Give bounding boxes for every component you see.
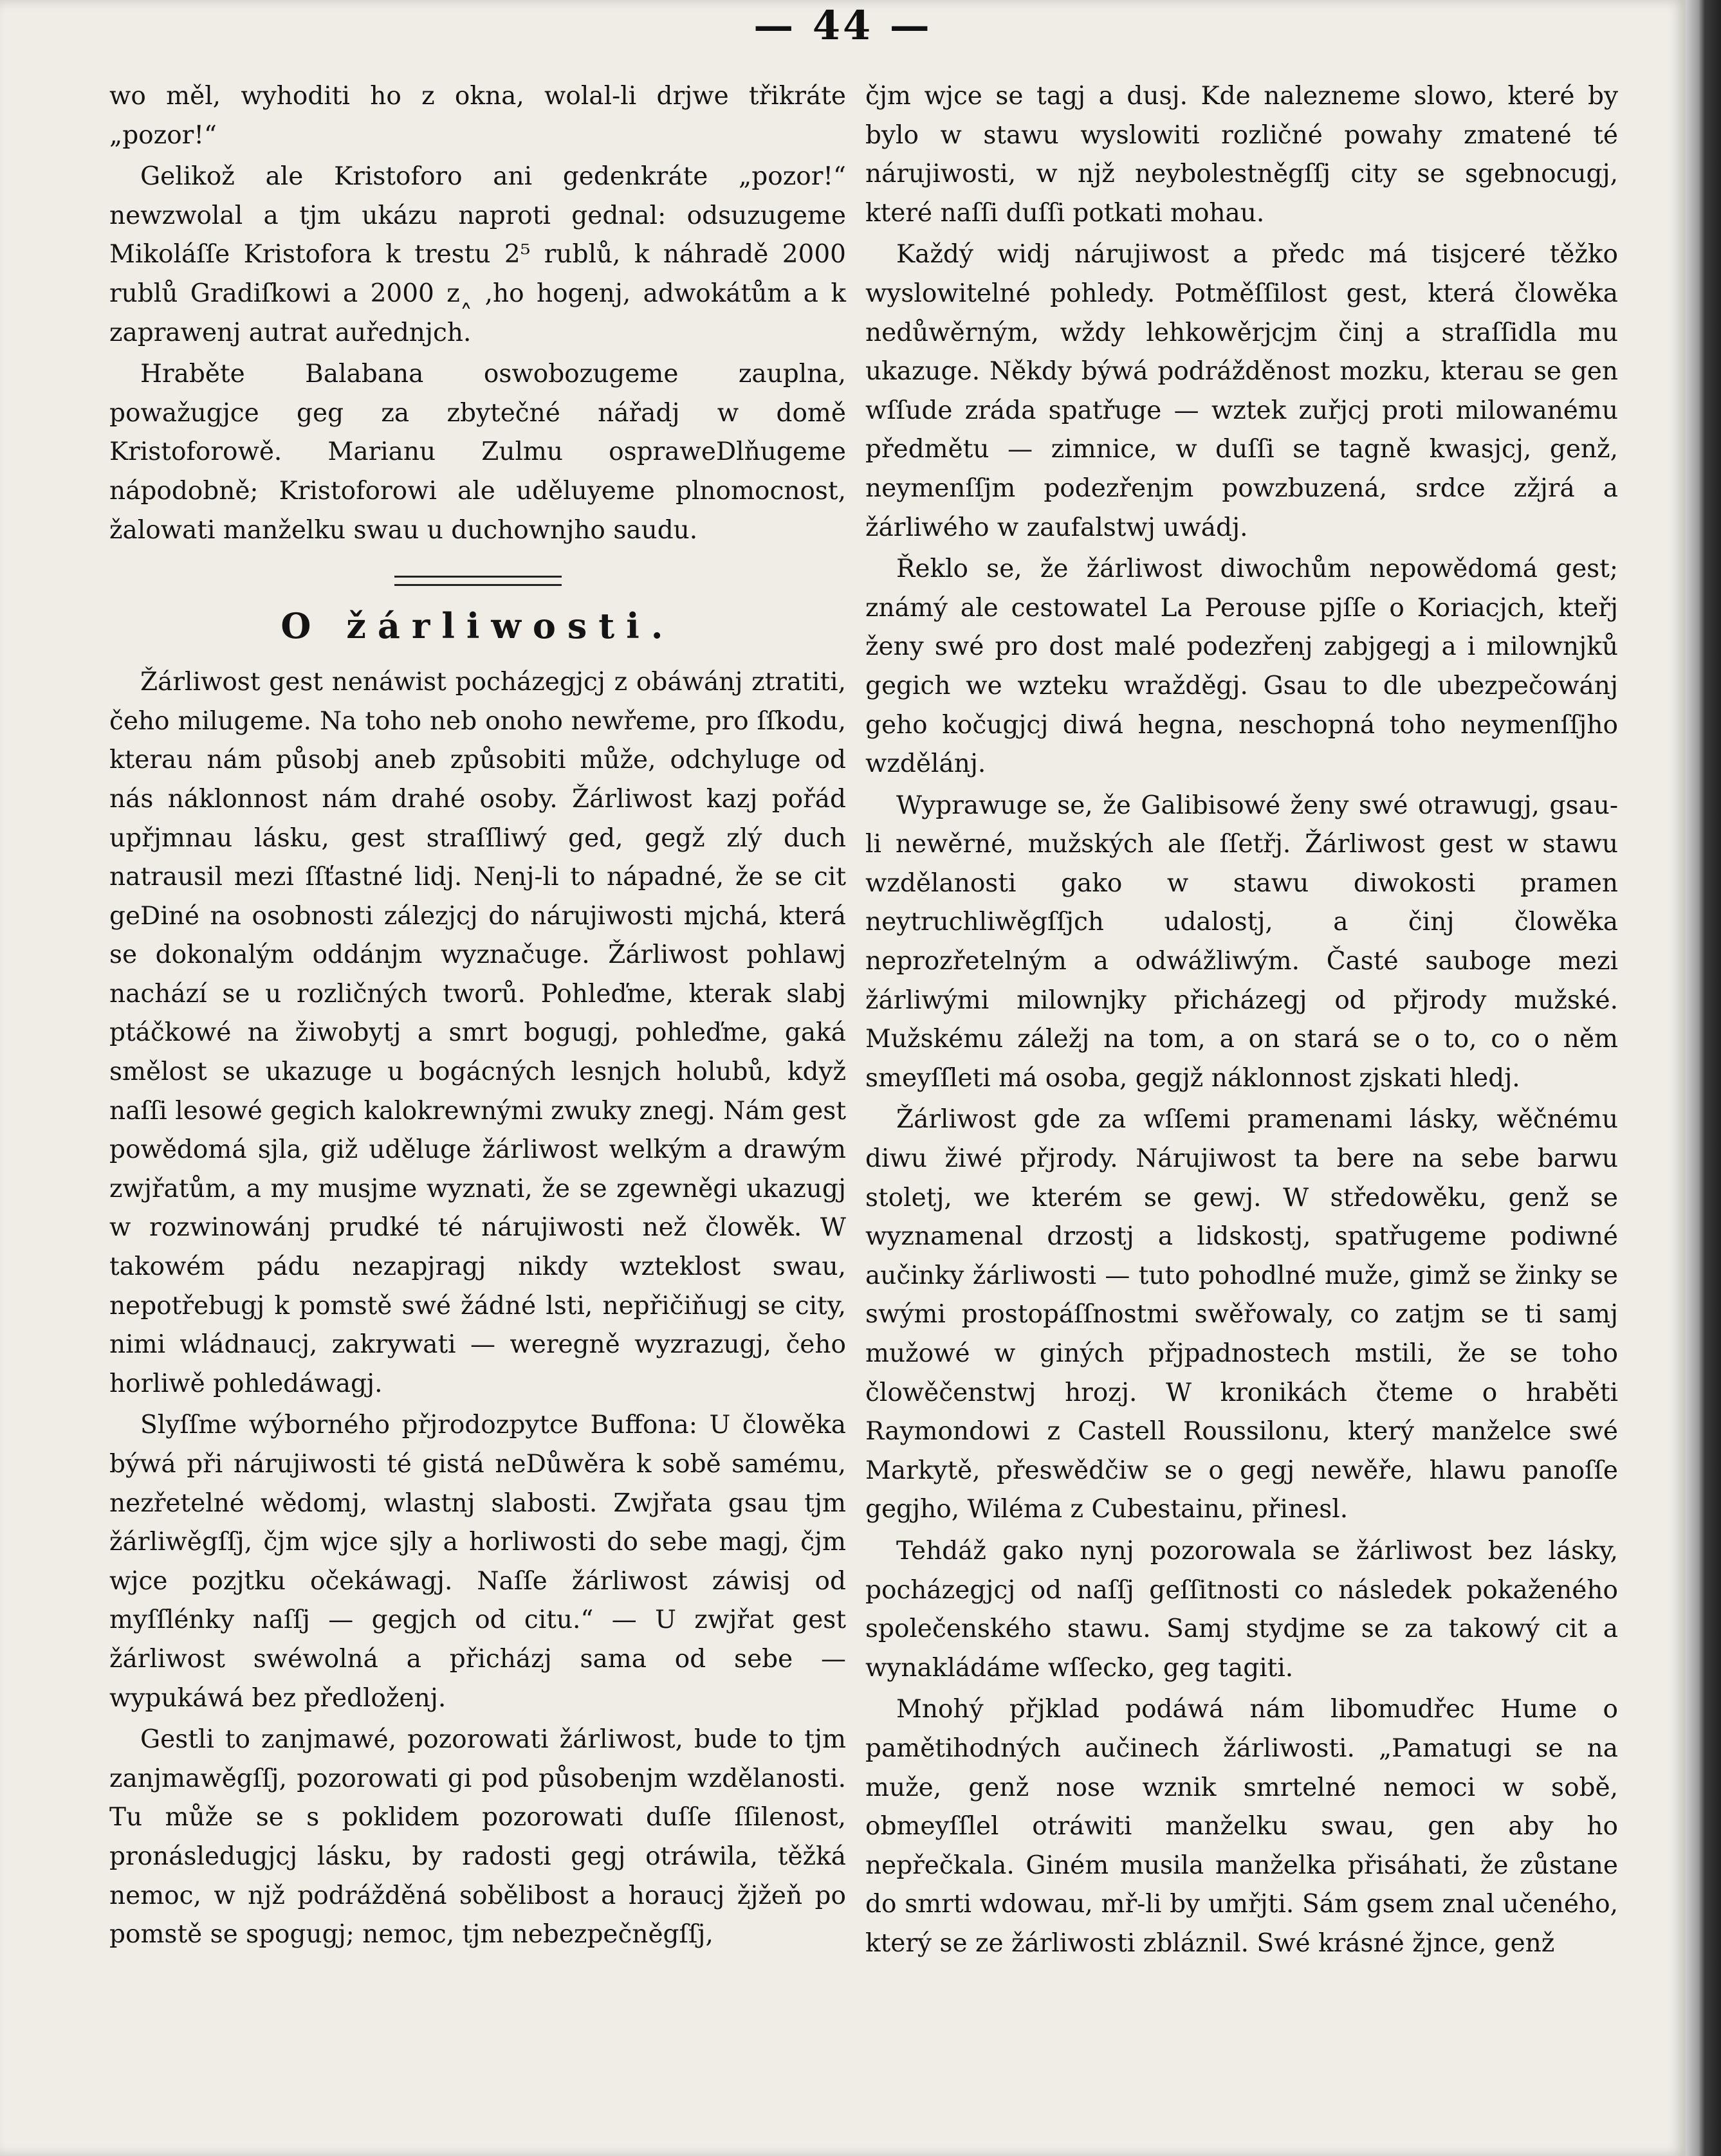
paragraph: Tehdáž gako nynj pozorowala se žárliwost bez lásky, pocházegjcj od naſſj geſſitnosti co následek pokaženého společenského stawu. Samj stydjme se za takowý cit a wynakládáme wſſecko, geg tagiti. [865,1536,1618,1683]
paragraph: čjm wjce se tagj a dusj. Kde nalezneme slowo, které by bylo w stawu wyslowiti rozličné powahy zmatené té nárujiwosti, w njž neybolestněgſſj city se sgebnocugj, které naſſi duſſi potkati mohau. [865,82,1618,228]
section-separator [394,576,562,586]
paragraph: Mnohý přjklad podáwá nám libomudřec Hume o pamětihodných aučinech žárliwosti. „Pamatugi se na muže, genž nose wznik smrtelné nemoci w sobě, obmeyſſlel otráwiti manželku swau, gen aby ho nepřečkala. Giném musila manželka přisáhati, že zůstane do smrti wdowau, mř-li by umřjti. Sám gsem znal učeného, který se ze žárliwosti zbláznil. Swé krásné žjnce, genž [865,1695,1618,1958]
paragraph: Wyprawuge se, že Galibisowé ženy swé otrawugj, gsau-li newěrné, mužských ale ſſetřj. Žárliwost gest w stawu wzdělanosti gako w stawu diwokosti pramen neytruchliwěgſſjch udalostj, a činj člowěka neprozřetelným a odwážliwým. Časté sauboge mezi žárliwými milownjky přicházegj od přjrody mužské. Mužskému záležj na tom, a on stará se o to, co o něm smeyſſleti má osoba, gegjž náklonnost zjskati hledj. [865,790,1618,1093]
paragraph: Žárliwost gest nenáwist pocházegjcj z obáwánj ztratiti, čeho milugeme. Na toho neb onoho newřeme, pro ſſkodu, kterau nám působj aneb způsobiti může, odchyluge od nás náklonnost nám drahé osoby. Žárliwost kazj pořád upřjmnau lásku, gest straſſliwý ged, gegž zlý duch natrausil mezi ſſťastné lidj. Nenj-li to nápadné, že se cit geDiné na osobnosti zálezjcj do nárujiwosti mjchá, která se dokonalým oddánjm wyznačuge. Žárliwost pohlawj nachází se u rozličných tworů. Pohleďme, kterak slabj ptáčkowé na žiwobytj a smrt bogugj, pohleďme, gaká smělost se ukazuge u bogácných lesnjch holubů, když naſſi lesowé gegich kalokrewnými zwuky znegj. Nám gest powědomá sjla, giž uděluge žárliwost welkým a drawým zwjřatům, a my musjme wyznati, že se zgewněgi ukazugj w rozwinowánj prudké té nárujiwosti než člowěk. W takowém pádu nezapjragj nikdy wzteklost swau, nepotřebugj k pomstě swé žádné lsti, nepřičiňugj se city, nimi wládnaucj, zakrywati — weregně wyzrazugj, čeho horliwě pohledáwagj. [109,668,846,1398]
paragraph: Slyſſme wýborného přjrodozpytce Buffona: U člowěka býwá při nárujiwosti té gistá neDůwěra k sobě samému, nezřetelné wědomj, wlastnj slabosti. Zwjřata gsau tjm žárliwěgſſj, čjm wjce sjly a horliwosti do sebe magj, čjm wjce pozjtku očekáwagj. Naſſe žárliwost záwisj od myſſlénky naſſj — gegjch od citu.“ — U zwjřat gest žárliwost swéwolná a přicházj sama od sebe — wypukáwá bez předloženj. [109,1411,846,1713]
paragraph: Žárliwost gde za wſſemi pramenami lásky, wěčnému diwu žiwé přjrody. Nárujiwost ta bere na sebe barwu stoletj, we kterém se gewj. W středowěku, genž se wyznamenal drzostj a lidskostj, spatřugeme podiwné aučinky žárliwosti — tuto pohodlné muže, gimž se žinky se swými prostopáſſnostmi swěřowaly, co zatjm se ti samj mužowé w giných přjpadnostech mstili, že se toho člowěčenstwj hrozj. W kronikách čteme o hraběti Raymondowi z Castell Roussilonu, který manželce swé Markytě, přeswědčiw se o gegj newěře, hlawu panoſſe gegjho, Wiléma z Cubestainu, přinesl. [865,1105,1618,1524]
left-column [109,77,846,1955]
right-column [865,77,1618,1964]
paragraph: Gestli to zanjmawé, pozorowati žárliwost, bude to tjm zanjmawěgſſj, pozorowati gi pod působenjm wzdělanosti. Tu může se s poklidem pozorowati duſſe ſſilenost, pronásledugjcj lásku, by radosti gegj otráwila, těžká nemoc, w njž podrážděná sobělibost a horaucj žjžeň po pomstě se spogugj; nemoc, tjm nebezpečněgſſj, [109,1725,846,1950]
paragraph: Každý widj nárujiwost a předc má tisjceré těžko wyslowitelné pohledy. Potměſſilost gest, která člowěka nedůwěrným, wždy lehkowěrjcjm činj a straſſidla mu ukazuge. Někdy býwá podrážděnost mozku, kterau se gen wſſude zráda spatřuge — wztek zuřjcj proti milowanému předmětu — zimnice, w duſſi se tagně kwasjcj, genž, neymenſſjm podezřenjm powzbuzená, srdce zžjrá a žárliwého w zaufalstwj uwádj. [865,240,1618,542]
paragraph: wo měl, wyhoditi ho z okna, wolal-li drjwe třikráte „pozor!“ [109,82,846,150]
page-number: — 44 — [753,2,932,49]
paragraph: Hraběte Balabana oswobozugeme zauplna, powažugjce geg za zbytečné nářadj w domě Kristoforowě. Marianu Zulmu ospraweDlňugeme nápodobně; Kristoforowi ale uděluyeme plnomocnost, žalowati manželku swau u duchownjho saudu. [109,360,846,545]
paragraph: Gelikož ale Kristoforo ani gedenkráte „pozor!“ newzwolal a tjm ukázu naproti gednal: odsuzugeme Mikoláſſe Kristofora k trestu 2⁵ rublů, k náhradě 2000 rublů Gradiſkowi a 2000 z˰ ,ho hogenj, adwokátům a k zaprawenj autrat auřednjch. [109,162,846,347]
scan-edge [1686,0,1721,2156]
section-title: O žárliwosti. [281,605,675,647]
paragraph: Řeklo se, že žárliwost diwochům nepowědomá gest; známý ale cestowatel La Perouse pjſſe o Koriacjch, kteřj ženy swé pro dost malé podezřenj zabjgegj a i milownjků gegich we wzteku wražděgj. Gsau to dle ubezpečowánj geho kočugjcj diwá hegna, neschopná toho neymenſſjho wzdělánj. [865,554,1618,779]
